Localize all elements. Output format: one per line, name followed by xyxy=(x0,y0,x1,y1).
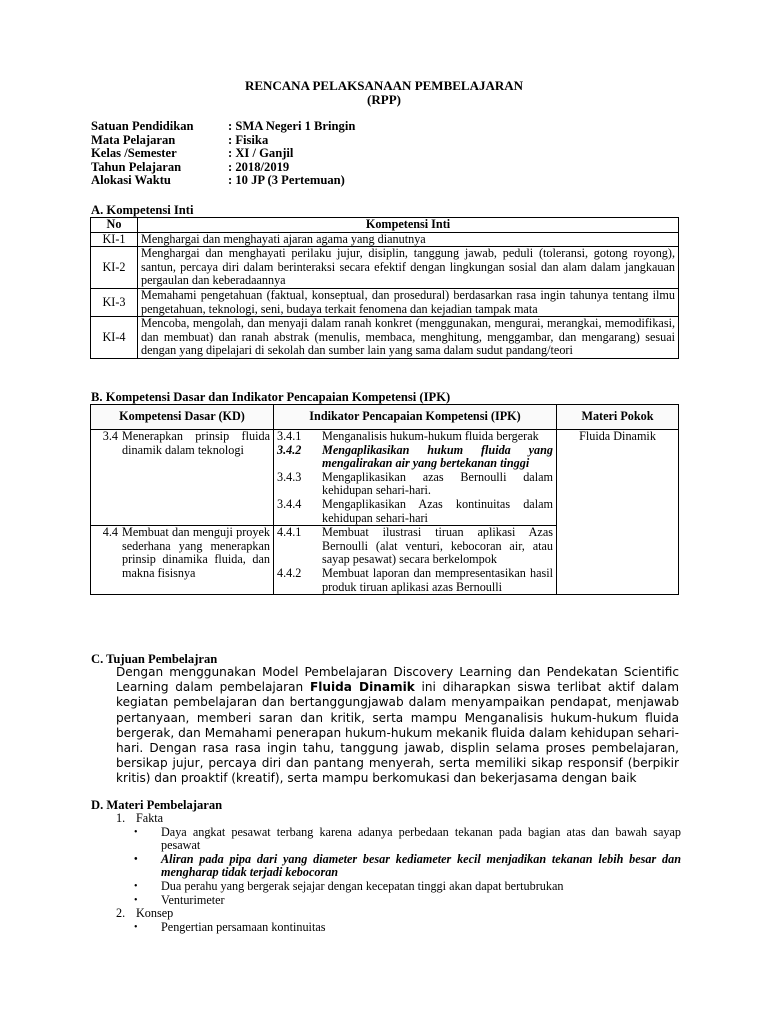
table-row xyxy=(91,232,679,247)
kd-number: 4.4 xyxy=(102,525,118,540)
section-b-heading: B. Kompetensi Dasar dan Indikator Pencapaian Kompetensi (IPK) xyxy=(91,390,451,404)
kompetensi-inti-table xyxy=(90,217,679,359)
ki-number: KI-2 xyxy=(91,247,138,289)
identity-label: Satuan Pendidikan xyxy=(91,119,194,133)
column-header-materi: Materi Pokok xyxy=(557,405,679,430)
tujuan-paragraph xyxy=(116,665,679,787)
bullet-icon: • xyxy=(134,826,138,838)
identity-value: : 10 JP (3 Pertemuan) xyxy=(228,173,345,188)
ipk-text: Membuat laporan dan mempresentasikan hasil produk tiruan aplikasi azas Bernoulli xyxy=(322,565,553,594)
ipk-cell xyxy=(274,526,557,595)
tujuan-text-bold: Fluida Dinamik xyxy=(309,680,415,695)
identity-value: : XI / Ganjil xyxy=(228,146,294,161)
materi-list xyxy=(116,812,681,934)
identity-value: : 2018/2019 xyxy=(228,159,290,174)
list-item-text: Aliran pada pipa dari yang diameter besar kediameter kecil menjadikan tekanan lebih besar dan mengharap tidak terjadi kebocoran xyxy=(161,851,681,880)
identity-label: Alokasi Waktu xyxy=(91,173,171,188)
kd-text: Menerapkan prinsip fluida dinamik dalam teknologi xyxy=(122,429,270,457)
identity-row-mapel xyxy=(91,134,355,148)
ipk-number: 4.4.2 xyxy=(277,565,302,580)
list-item-text: Dua perahu yang bergerak sejajar dengan kecepatan tinggi akan dapat bertubrukan xyxy=(161,878,564,893)
table-row xyxy=(91,317,679,359)
ipk-cell xyxy=(274,430,557,526)
table-row xyxy=(91,430,679,526)
kompetensi-dasar-table xyxy=(90,404,679,595)
kd-cell xyxy=(91,430,274,526)
section-a-heading: A. Kompetensi Inti xyxy=(91,203,194,217)
bullet-icon: • xyxy=(134,921,138,933)
ki-number: KI-3 xyxy=(91,288,138,316)
list-item xyxy=(116,880,681,894)
bullet-icon: • xyxy=(134,853,138,865)
list-item-text: Pengertian persamaan kontinuitas xyxy=(161,919,326,934)
identity-block xyxy=(91,120,355,188)
list-label: Konsep xyxy=(136,906,174,921)
list-number: 1. xyxy=(116,811,126,825)
list-item xyxy=(116,826,681,853)
list-item xyxy=(116,921,681,935)
kd-number: 3.4 xyxy=(102,429,118,443)
list-item-fakta xyxy=(116,812,681,826)
list-item-konsep xyxy=(116,907,681,921)
identity-label: Tahun Pelajaran xyxy=(91,159,182,174)
ki-number: KI-1 xyxy=(91,232,138,247)
ipk-number: 3.4.2 xyxy=(277,442,302,457)
ki-text: Mencoba, mengolah, dan menyaji dalam ranah konkret (menggunakan, mengurai, merangkai, memodifikasi, dan membuat) dan ranah abstrak (menulis, membaca, menghitung, menggambar, dan mengarang) sesuai dengan yang dipelajari di sekolah dan sumber lain yang sama dalam sudut pandang/teori xyxy=(138,317,679,359)
table-header-row xyxy=(91,218,679,233)
ki-text: Memahami pengetahuan (faktual, konseptual, dan prosedural) berdasarkan rasa ingin tahunya tentang ilmu pengetahuan, teknologi, seni, budaya terkait fenomena dan kejadian tampak mata xyxy=(138,288,679,316)
identity-row-tahun xyxy=(91,161,355,175)
ki-text: Menghargai dan menghayati perilaku jujur, disiplin, tanggung jawab, peduli (toleransi, gotong royong), santun, percaya diri dalam berinteraksi secara efektif dengan lingkungan sosial dan alam dalam jangkauan pergaulan dan keberadaannya xyxy=(138,247,679,289)
ki-number: KI-4 xyxy=(91,317,138,359)
kd-cell xyxy=(91,526,274,595)
identity-value: : Fisika xyxy=(228,132,269,147)
ipk-number: 4.4.1 xyxy=(277,525,302,540)
ki-text: Menghargai dan menghayati ajaran agama yang dianutnya xyxy=(138,232,679,247)
document-subtitle: (RPP) xyxy=(367,92,401,107)
list-item-text: Daya angkat pesawat terbang karena adanya perbedaan tekanan pada bagian atas dan bawah sayap pesawat xyxy=(161,824,681,853)
list-item xyxy=(116,853,681,880)
identity-row-kelas xyxy=(91,147,355,161)
list-item xyxy=(116,894,681,908)
list-item-text: Venturimeter xyxy=(161,892,225,907)
section-c-heading: C. Tujuan Pembelajran xyxy=(91,652,218,666)
column-header-no: No xyxy=(91,218,138,233)
tujuan-text-start: Dengan menggunakan Model Pembelajaran Discovery Learning dan Pendekatan Scientific Learning dalam pembelajaran xyxy=(116,665,679,695)
column-header-ipk: Indikator Pencapaian Kompetensi (IPK) xyxy=(274,405,557,430)
ipk-text: Menganalisis hukum-hukum fluida bergerak xyxy=(322,429,539,443)
ipk-text: Mengaplikasikan hukum fluida yang mengalirakan air yang bertekanan tinggi xyxy=(322,442,553,471)
table-header-row xyxy=(91,405,679,430)
materi-pokok-cell: Fluida Dinamik xyxy=(557,430,679,595)
column-header-ki: Kompetensi Inti xyxy=(138,218,679,233)
identity-row-satuan xyxy=(91,120,355,134)
identity-label: Kelas /Semester xyxy=(91,146,177,161)
ipk-text: Mengaplikasikan azas Bernoulli dalam kehidupan sehari-hari. xyxy=(322,469,553,498)
ipk-number: 3.4.4 xyxy=(277,496,302,511)
section-d-heading: D. Materi Pembelajaran xyxy=(91,798,223,812)
document-title: RENCANA PELAKSANAAN PEMBELAJARAN xyxy=(244,78,524,93)
column-header-kd: Kompetensi Dasar (KD) xyxy=(91,405,274,430)
ipk-number: 3.4.3 xyxy=(277,469,302,484)
table-row xyxy=(91,288,679,316)
identity-value: : SMA Negeri 1 Bringin xyxy=(228,119,356,133)
list-label: Fakta xyxy=(136,811,164,825)
ipk-text: Membuat ilustrasi tiruan aplikasi Azas Bernoulli (alat venturi, kebocoran air, atau sayap pesawat) secara berkelompok xyxy=(322,525,553,567)
table-row xyxy=(91,247,679,289)
bullet-icon: • xyxy=(134,880,138,892)
ipk-text: Mengaplikasikan Azas kontinuitas dalam kehidupan sehari-hari xyxy=(322,496,553,525)
bullet-icon: • xyxy=(134,894,138,906)
tujuan-text-end: ini diharapkan siswa terlibat aktif dalam kegiatan pembelajaran dan bertanggungjawab dalam menyampaikan pendapat, menjawab pertanyaan, memberi saran dan kritik, serta mampu Menganalisis hukum-hukum fluida bergerak, dan Memahami penerapan hukum-hukum mekanik fluida dalam kehidupan sehari-hari. Dengan rasa rasa ingin tahu, tanggung jawab, displin selama proses pembelajaran, bersikap jujur, percaya diri dan pantang menyerah, serta memiliki sikap responsif (berpikir kritis) dan proaktif (kreatif), serta mampu berkomukasi dan bekerjasama dengan baik xyxy=(116,680,679,786)
ipk-number: 3.4.1 xyxy=(277,429,302,443)
kd-text: Membuat dan menguji proyek sederhana yang menerapkan prinsip dinamika fluida, dan makna fisisnya xyxy=(122,525,270,580)
identity-row-alokasi xyxy=(91,174,355,188)
identity-label: Mata Pelajaran xyxy=(91,132,176,147)
list-number: 2. xyxy=(116,906,126,921)
